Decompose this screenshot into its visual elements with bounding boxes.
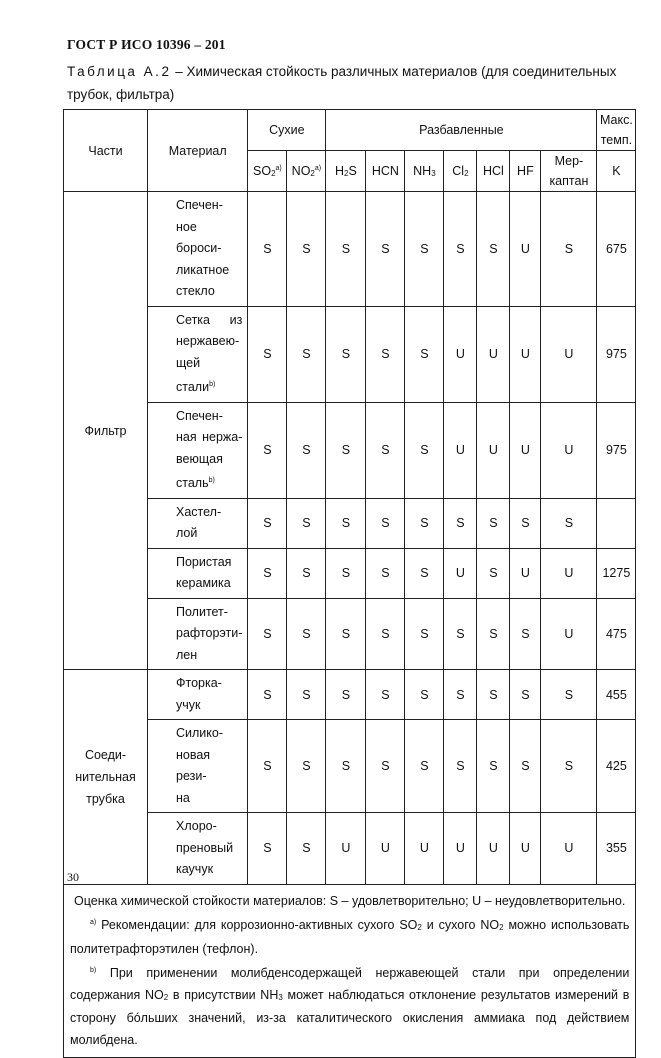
resistance-value: S	[248, 670, 287, 720]
resistance-value: S	[444, 192, 477, 307]
resistance-value: S	[326, 548, 366, 598]
resistance-value: U	[405, 813, 444, 885]
resistance-value: S	[248, 192, 287, 307]
group-connecting-tube: Соеди- нительная трубка	[64, 670, 148, 885]
resistance-value: S	[248, 813, 287, 885]
resistance-value: S	[326, 402, 366, 498]
page-number: 30	[67, 870, 79, 884]
max-temp-value: 355	[597, 813, 636, 885]
resistance-value: S	[477, 548, 510, 598]
resistance-value: S	[287, 498, 326, 548]
group-filter: Фильтр	[64, 192, 148, 670]
max-temp-value: 975	[597, 306, 636, 402]
resistance-value: S	[366, 402, 405, 498]
material-cell: Сетка из нержавею- щей стали$^{b)}$	[148, 306, 248, 402]
resistance-value: S	[326, 720, 366, 813]
resistance-value: U	[510, 402, 541, 498]
max-temp-value: 1275	[597, 548, 636, 598]
resistance-value: S	[405, 670, 444, 720]
resistance-value: S	[477, 670, 510, 720]
material-cell: Политет- рафторэти- лен	[148, 598, 248, 670]
dry-header: Сухие	[248, 110, 326, 151]
resistance-value: S	[444, 670, 477, 720]
resistance-value: U	[541, 548, 597, 598]
resistance-value: S	[366, 670, 405, 720]
resistance-value: S	[248, 598, 287, 670]
nh3-header: $NH_3$	[405, 151, 444, 192]
resistance-value: S	[366, 498, 405, 548]
resistance-value: U	[510, 813, 541, 885]
resistance-value: S	[248, 402, 287, 498]
resistance-value: S	[287, 670, 326, 720]
resistance-value: S	[287, 402, 326, 498]
material-cell: Фторка- учук	[148, 670, 248, 720]
notes-row	[64, 884, 636, 1058]
table-row	[64, 720, 636, 813]
table-row	[64, 813, 636, 885]
notes-cell	[64, 884, 636, 1058]
table-row	[64, 548, 636, 598]
chemical-resistance-table	[63, 109, 636, 1058]
material-cell: Пористая керамика	[148, 548, 248, 598]
resistance-value: U	[541, 402, 597, 498]
diluted-header: Разбавленные	[326, 110, 597, 151]
max-temp-value	[597, 498, 636, 548]
table-row	[64, 498, 636, 548]
h2s-header: $H_2S$	[326, 151, 366, 192]
resistance-value: S	[366, 548, 405, 598]
note-a: $^{а)}$ Рекомендации: для коррозионно-активных сухого $SO_2$ и сухого $NO_2$ можно использовать политетрафторэтилен (тефлон).	[70, 918, 630, 956]
max-temp-value: 475	[597, 598, 636, 670]
resistance-value: U	[510, 192, 541, 307]
resistance-value: S	[405, 598, 444, 670]
resistance-value: S	[477, 598, 510, 670]
resistance-value: S	[248, 498, 287, 548]
caption-label: Таблица А.2	[67, 64, 172, 79]
resistance-value: U	[326, 813, 366, 885]
resistance-value: S	[326, 306, 366, 402]
resistance-value: S	[366, 306, 405, 402]
resistance-value: S	[510, 498, 541, 548]
resistance-value: S	[326, 598, 366, 670]
max-temp-value: 975	[597, 402, 636, 498]
caption-text: – Химическая стойкость различных материалов (для соединительных трубок, фильтра)	[67, 64, 617, 102]
cl2-header: $Cl_2$	[444, 151, 477, 192]
resistance-value: S	[405, 306, 444, 402]
resistance-value: S	[444, 720, 477, 813]
resistance-value: S	[405, 720, 444, 813]
resistance-value: S	[477, 720, 510, 813]
resistance-value: S	[366, 720, 405, 813]
table-row	[64, 598, 636, 670]
hcl-header: HCl	[477, 151, 510, 192]
resistance-value: S	[541, 720, 597, 813]
material-cell: Хастел- лой	[148, 498, 248, 548]
resistance-value: S	[366, 598, 405, 670]
resistance-value: S	[287, 192, 326, 307]
resistance-value: U	[510, 548, 541, 598]
resistance-value: U	[477, 306, 510, 402]
material-cell: Силико- новая рези- на	[148, 720, 248, 813]
resistance-value: S	[541, 670, 597, 720]
resistance-value: U	[541, 813, 597, 885]
resistance-value: S	[326, 670, 366, 720]
resistance-value: U	[541, 306, 597, 402]
max-temp-value: 455	[597, 670, 636, 720]
resistance-value: S	[248, 720, 287, 813]
resistance-value: S	[287, 720, 326, 813]
note-b: $^{b)}$ При применении молибденсодержащей нержавеющей стали при определении содержания $NO_2$ в присутствии $NH_3$ может наблюдаться отклонение результатов измерений в сторону бóльших значений, из-за каталитического окисления аммиака под действием молибдена.	[70, 966, 630, 1047]
resistance-value: U	[366, 813, 405, 885]
resistance-value: S	[326, 192, 366, 307]
notes-legend: Оценка химической стойкости материалов: S – удовлетворительно; U – неудовлетворительно.	[74, 893, 626, 908]
resistance-value: S	[287, 598, 326, 670]
max-temp-value: 425	[597, 720, 636, 813]
resistance-value: S	[405, 498, 444, 548]
resistance-value: S	[541, 498, 597, 548]
table-row	[64, 402, 636, 498]
resistance-value: U	[444, 548, 477, 598]
no2-header: $NO_2^{а)}$	[287, 151, 326, 192]
resistance-value: S	[405, 548, 444, 598]
resistance-value: S	[405, 402, 444, 498]
resistance-value: S	[326, 498, 366, 548]
resistance-value: S	[248, 306, 287, 402]
resistance-value: S	[248, 548, 287, 598]
resistance-value: S	[287, 813, 326, 885]
max-temp-value: 675	[597, 192, 636, 307]
resistance-value: U	[541, 598, 597, 670]
material-cell: Спечен- ное бороси- ликатное стекло	[148, 192, 248, 307]
resistance-value: U	[477, 813, 510, 885]
table-row	[64, 192, 636, 307]
resistance-value: S	[366, 192, 405, 307]
resistance-value: S	[405, 192, 444, 307]
resistance-value: U	[477, 402, 510, 498]
table-row	[64, 306, 636, 402]
table-row	[64, 670, 636, 720]
resistance-value: S	[477, 498, 510, 548]
resistance-value: U	[444, 402, 477, 498]
resistance-value: U	[510, 306, 541, 402]
resistance-value: S	[510, 670, 541, 720]
material-header: Материал	[148, 110, 248, 192]
resistance-value: S	[541, 192, 597, 307]
resistance-value: U	[444, 813, 477, 885]
resistance-value: S	[444, 498, 477, 548]
mercaptan-header: Мер- каптан	[541, 151, 597, 192]
header-row-1	[64, 110, 636, 151]
hf-header: HF	[510, 151, 541, 192]
resistance-value: U	[444, 306, 477, 402]
resistance-value: S	[510, 598, 541, 670]
max-temp-header: Макс. темп.	[597, 110, 636, 151]
document-header: ГОСТ Р ИСО 10396 – 201	[67, 37, 226, 52]
hcn-header: HCN	[366, 151, 405, 192]
resistance-value: S	[287, 306, 326, 402]
so2-header: $SO_2^{а)}$	[248, 151, 287, 192]
material-cell: Спечен- ная нержа- веющая сталь$^{b)}$	[148, 402, 248, 498]
resistance-value: S	[510, 720, 541, 813]
parts-header: Части	[64, 110, 148, 192]
resistance-value: S	[477, 192, 510, 307]
table-caption	[67, 60, 627, 106]
resistance-value: S	[287, 548, 326, 598]
unit-header: K	[597, 151, 636, 192]
material-cell: Хлоро- преновый каучук	[148, 813, 248, 885]
resistance-value: S	[444, 598, 477, 670]
